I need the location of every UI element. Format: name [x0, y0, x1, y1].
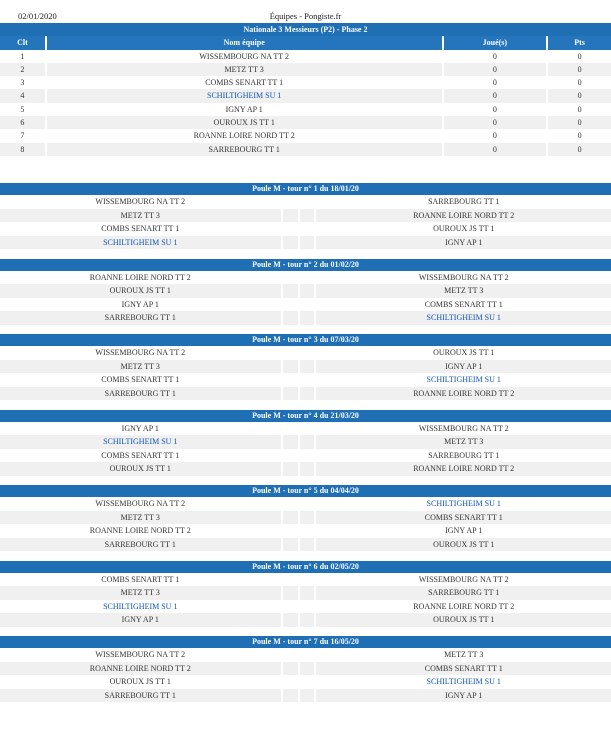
away-score [300, 511, 315, 525]
home-team: IGNY AP 1 [0, 422, 281, 436]
home-team: SARREBOURG TT 1 [0, 538, 281, 552]
match-row [0, 209, 611, 223]
away-score [300, 284, 315, 298]
match-row [0, 271, 611, 285]
home-score [283, 462, 298, 476]
match-row [0, 435, 611, 449]
home-score [283, 675, 298, 689]
round-header: Poule M - tour n° 5 du 04/04/20 [0, 485, 611, 497]
home-team: IGNY AP 1 [0, 298, 281, 312]
ranking-row [0, 103, 611, 116]
away-team: ROANNE LOIRE NORD TT 2 [316, 387, 611, 401]
print-date: 02/01/2020 [18, 11, 57, 21]
match-row [0, 422, 611, 436]
round-block [0, 183, 611, 249]
away-team: COMBS SENART TT 1 [316, 662, 611, 676]
match-row [0, 675, 611, 689]
team-link[interactable]: SCHILTIGHEIM SU 1 [0, 600, 281, 614]
played-cell: 0 [444, 116, 547, 129]
team-link[interactable]: SCHILTIGHEIM SU 1 [316, 497, 611, 511]
round-block [0, 561, 611, 627]
away-team: OUROUX JS TT 1 [316, 222, 611, 236]
team-link[interactable]: SCHILTIGHEIM SU 1 [47, 89, 442, 102]
home-team: COMBS SENART TT 1 [0, 449, 281, 463]
away-team: OUROUX JS TT 1 [316, 346, 611, 360]
col-points-header: Pts [548, 36, 611, 49]
ranking-row [0, 116, 611, 129]
home-score [283, 689, 298, 703]
ranking-title: Nationale 3 Messieurs (P2) - Phase 2 [0, 23, 611, 36]
home-score [283, 435, 298, 449]
home-team: WISSEMBOURG NA TT 2 [0, 195, 281, 209]
away-team: IGNY AP 1 [316, 689, 611, 703]
away-team: SARREBOURG TT 1 [316, 586, 611, 600]
match-row [0, 346, 611, 360]
col-team-header: Nom équipe [47, 36, 442, 49]
match-row [0, 462, 611, 476]
home-team: COMBS SENART TT 1 [0, 222, 281, 236]
home-score [283, 586, 298, 600]
match-row [0, 497, 611, 511]
home-score [283, 298, 298, 312]
home-team: OUROUX JS TT 1 [0, 675, 281, 689]
away-score [300, 462, 315, 476]
home-team: IGNY AP 1 [0, 613, 281, 627]
match-row [0, 195, 611, 209]
away-score [300, 360, 315, 374]
match-row [0, 387, 611, 401]
away-team: ROANNE LOIRE NORD TT 2 [316, 600, 611, 614]
home-team: METZ TT 3 [0, 511, 281, 525]
away-team: IGNY AP 1 [316, 236, 611, 250]
match-row [0, 600, 611, 614]
home-team: ROANNE LOIRE NORD TT 2 [0, 271, 281, 285]
away-score [300, 222, 315, 236]
home-team: COMBS SENART TT 1 [0, 573, 281, 587]
col-rank-header: Clt [0, 36, 45, 49]
rank-cell: 5 [0, 103, 45, 116]
round-block [0, 410, 611, 476]
away-score [300, 209, 315, 223]
match-row [0, 662, 611, 676]
points-cell: 0 [548, 76, 611, 89]
away-team: SARREBOURG TT 1 [316, 195, 611, 209]
away-team: COMBS SENART TT 1 [316, 511, 611, 525]
match-row [0, 284, 611, 298]
home-team: ROANNE LOIRE NORD TT 2 [0, 662, 281, 676]
away-team: SARREBOURG TT 1 [316, 449, 611, 463]
home-team: OUROUX JS TT 1 [0, 462, 281, 476]
ranking-row [0, 76, 611, 89]
home-score [283, 662, 298, 676]
away-score [300, 662, 315, 676]
round-header: Poule M - tour n° 3 du 07/03/20 [0, 334, 611, 346]
home-team: WISSEMBOURG NA TT 2 [0, 497, 281, 511]
round-header: Poule M - tour n° 6 du 02/05/20 [0, 561, 611, 573]
home-team: SARREBOURG TT 1 [0, 387, 281, 401]
round-header: Poule M - tour n° 2 du 01/02/20 [0, 259, 611, 271]
ranking-row [0, 50, 611, 63]
away-score [300, 538, 315, 552]
round-header: Poule M - tour n° 7 du 16/05/20 [0, 636, 611, 648]
home-team: METZ TT 3 [0, 360, 281, 374]
match-row [0, 648, 611, 662]
top-bar [0, 0, 611, 25]
home-team: METZ TT 3 [0, 209, 281, 223]
away-score [300, 435, 315, 449]
away-score [300, 524, 315, 538]
away-team: METZ TT 3 [316, 435, 611, 449]
team-name-cell: COMBS SENART TT 1 [47, 76, 442, 89]
ranking-row [0, 129, 611, 142]
away-team: WISSEMBOURG NA TT 2 [316, 271, 611, 285]
home-score [283, 573, 298, 587]
away-score [300, 573, 315, 587]
home-score [283, 613, 298, 627]
round-block [0, 334, 611, 400]
away-score [300, 600, 315, 614]
away-team: METZ TT 3 [316, 648, 611, 662]
rank-cell: 2 [0, 63, 45, 76]
home-score [283, 497, 298, 511]
away-score [300, 346, 315, 360]
page-title: Équipes - Pongiste.fr [269, 11, 342, 21]
away-team: METZ TT 3 [316, 284, 611, 298]
match-row [0, 311, 611, 325]
away-score [300, 387, 315, 401]
away-team: WISSEMBOURG NA TT 2 [316, 573, 611, 587]
team-name-cell: WISSEMBOURG NA TT 2 [47, 50, 442, 63]
points-cell: 0 [548, 116, 611, 129]
team-link[interactable]: SCHILTIGHEIM SU 1 [316, 675, 611, 689]
home-team: METZ TT 3 [0, 586, 281, 600]
home-score [283, 311, 298, 325]
home-score [283, 209, 298, 223]
away-score [300, 497, 315, 511]
away-score [300, 311, 315, 325]
away-score [300, 689, 315, 703]
home-team: WISSEMBOURG NA TT 2 [0, 648, 281, 662]
rank-cell: 3 [0, 76, 45, 89]
match-row [0, 524, 611, 538]
home-score [283, 284, 298, 298]
home-team: SARREBOURG TT 1 [0, 689, 281, 703]
rank-cell: 8 [0, 143, 45, 156]
round-header: Poule M - tour n° 4 du 21/03/20 [0, 410, 611, 422]
away-team: IGNY AP 1 [316, 524, 611, 538]
ranking-row [0, 89, 611, 102]
team-name-cell: OUROUX JS TT 1 [47, 116, 442, 129]
points-cell: 0 [548, 63, 611, 76]
points-cell: 0 [548, 129, 611, 142]
played-cell: 0 [444, 129, 547, 142]
match-row [0, 689, 611, 703]
rank-cell: 4 [0, 89, 45, 102]
away-score [300, 271, 315, 285]
home-score [283, 373, 298, 387]
home-team: WISSEMBOURG NA TT 2 [0, 346, 281, 360]
match-row [0, 236, 611, 250]
team-name-cell: METZ TT 3 [47, 63, 442, 76]
match-row [0, 360, 611, 374]
col-played-header: Joué(s) [444, 36, 547, 49]
away-score [300, 586, 315, 600]
away-team: ROANNE LOIRE NORD TT 2 [316, 209, 611, 223]
team-link[interactable]: SCHILTIGHEIM SU 1 [0, 435, 281, 449]
rounds-list [0, 183, 611, 712]
points-cell: 0 [548, 103, 611, 116]
home-score [283, 271, 298, 285]
team-link[interactable]: SCHILTIGHEIM SU 1 [316, 311, 611, 325]
points-cell: 0 [548, 50, 611, 63]
team-name-cell: SARREBOURG TT 1 [47, 143, 442, 156]
home-score [283, 449, 298, 463]
ranking-row [0, 63, 611, 76]
team-link[interactable]: SCHILTIGHEIM SU 1 [0, 236, 281, 250]
away-team: IGNY AP 1 [316, 360, 611, 374]
ranking-row [0, 143, 611, 156]
home-score [283, 387, 298, 401]
played-cell: 0 [444, 103, 547, 116]
home-team: ROANNE LOIRE NORD TT 2 [0, 524, 281, 538]
rank-cell: 6 [0, 116, 45, 129]
points-cell: 0 [548, 143, 611, 156]
home-score [283, 346, 298, 360]
away-score [300, 373, 315, 387]
away-score [300, 298, 315, 312]
away-team: COMBS SENART TT 1 [316, 298, 611, 312]
match-row [0, 613, 611, 627]
home-score [283, 360, 298, 374]
home-score [283, 195, 298, 209]
home-score [283, 524, 298, 538]
team-name-cell: ROANNE LOIRE NORD TT 2 [47, 129, 442, 142]
away-team: OUROUX JS TT 1 [316, 538, 611, 552]
away-score [300, 613, 315, 627]
home-score [283, 600, 298, 614]
played-cell: 0 [444, 63, 547, 76]
home-score [283, 422, 298, 436]
home-team: COMBS SENART TT 1 [0, 373, 281, 387]
away-score [300, 236, 315, 250]
rank-cell: 1 [0, 50, 45, 63]
away-score [300, 648, 315, 662]
match-row [0, 538, 611, 552]
round-block [0, 259, 611, 325]
home-score [283, 222, 298, 236]
home-score [283, 648, 298, 662]
away-team: ROANNE LOIRE NORD TT 2 [316, 462, 611, 476]
home-team: SARREBOURG TT 1 [0, 311, 281, 325]
home-team: OUROUX JS TT 1 [0, 284, 281, 298]
home-score [283, 236, 298, 250]
away-score [300, 195, 315, 209]
match-row [0, 573, 611, 587]
round-header: Poule M - tour n° 1 du 18/01/20 [0, 183, 611, 195]
round-block [0, 485, 611, 551]
match-row [0, 586, 611, 600]
played-cell: 0 [444, 76, 547, 89]
points-cell: 0 [548, 89, 611, 102]
away-score [300, 422, 315, 436]
match-row [0, 449, 611, 463]
match-row [0, 222, 611, 236]
match-row [0, 511, 611, 525]
played-cell: 0 [444, 50, 547, 63]
team-name-cell: IGNY AP 1 [47, 103, 442, 116]
match-row [0, 373, 611, 387]
played-cell: 0 [444, 143, 547, 156]
rank-cell: 7 [0, 129, 45, 142]
played-cell: 0 [444, 89, 547, 102]
away-score [300, 449, 315, 463]
away-score [300, 675, 315, 689]
home-score [283, 538, 298, 552]
ranking-table [0, 23, 611, 156]
home-score [283, 511, 298, 525]
round-block [0, 636, 611, 702]
away-team: OUROUX JS TT 1 [316, 613, 611, 627]
away-team: WISSEMBOURG NA TT 2 [316, 422, 611, 436]
team-link[interactable]: SCHILTIGHEIM SU 1 [316, 373, 611, 387]
match-row [0, 298, 611, 312]
